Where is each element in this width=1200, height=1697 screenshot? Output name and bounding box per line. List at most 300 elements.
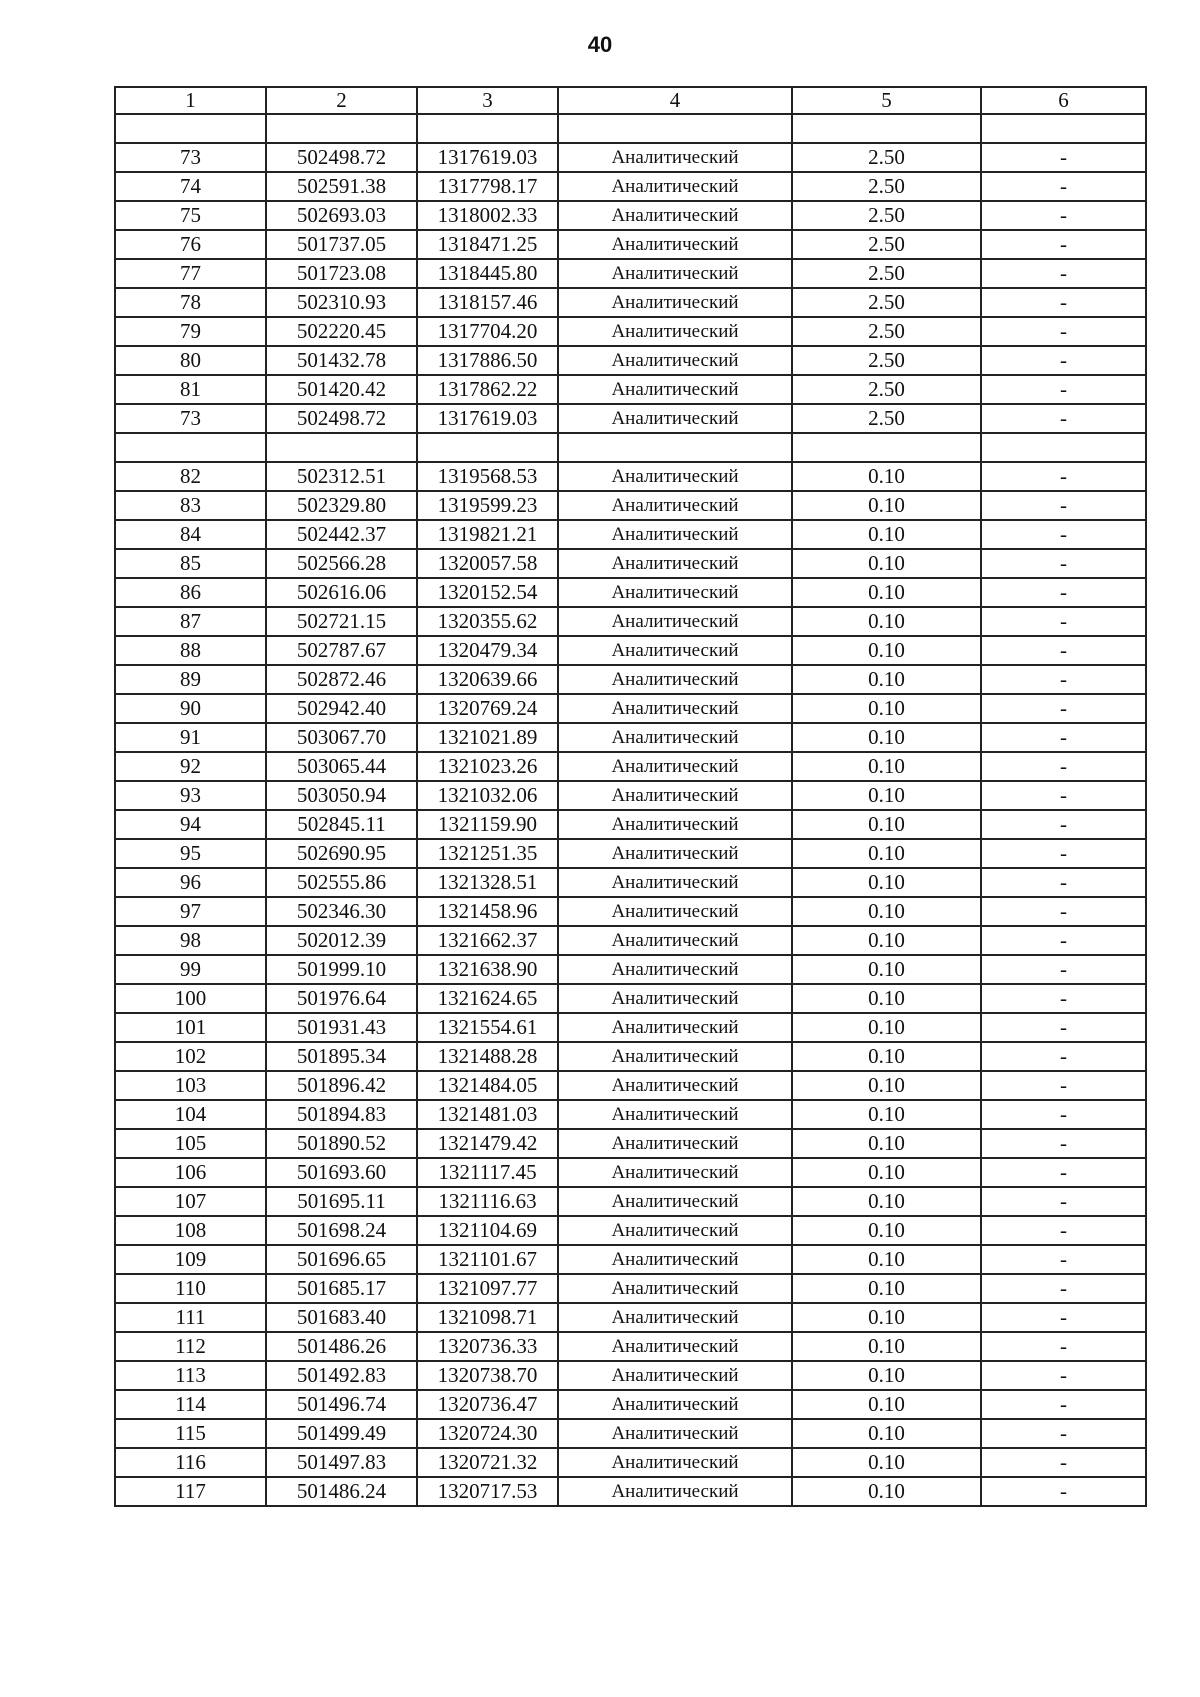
note-cell: -: [981, 230, 1146, 259]
table-row: [115, 955, 1146, 984]
table-row: [115, 491, 1146, 520]
method-cell: Аналитический: [558, 1100, 792, 1129]
table-row: [115, 230, 1146, 259]
coordinate-y-cell: 1321116.63: [417, 1187, 558, 1216]
accuracy-cell: 0.10: [792, 1042, 981, 1071]
method-cell: Аналитический: [558, 1448, 792, 1477]
point-number-cell: 101: [115, 1013, 266, 1042]
point-number-cell: 86: [115, 578, 266, 607]
coordinate-x-cell: 501499.49: [266, 1419, 417, 1448]
method-cell: Аналитический: [558, 1361, 792, 1390]
column-header: 3: [417, 87, 558, 114]
accuracy-cell: 0.10: [792, 1100, 981, 1129]
empty-cell: [266, 433, 417, 462]
accuracy-cell: 2.50: [792, 172, 981, 201]
table-row: [115, 375, 1146, 404]
coordinate-y-cell: 1320724.30: [417, 1419, 558, 1448]
point-number-cell: 83: [115, 491, 266, 520]
accuracy-cell: 0.10: [792, 1477, 981, 1506]
coordinate-y-cell: 1319599.23: [417, 491, 558, 520]
point-number-cell: 73: [115, 404, 266, 433]
table-row: [115, 839, 1146, 868]
note-cell: -: [981, 665, 1146, 694]
point-number-cell: 114: [115, 1390, 266, 1419]
method-cell: Аналитический: [558, 1013, 792, 1042]
coordinate-x-cell: 501486.26: [266, 1332, 417, 1361]
note-cell: -: [981, 462, 1146, 491]
point-number-cell: 105: [115, 1129, 266, 1158]
note-cell: -: [981, 317, 1146, 346]
point-number-cell: 93: [115, 781, 266, 810]
table-row: [115, 868, 1146, 897]
note-cell: -: [981, 346, 1146, 375]
point-number-cell: 94: [115, 810, 266, 839]
coordinate-x-cell: 502690.95: [266, 839, 417, 868]
point-number-cell: 116: [115, 1448, 266, 1477]
table-row: [115, 1216, 1146, 1245]
table-row: [115, 520, 1146, 549]
coordinate-x-cell: 502872.46: [266, 665, 417, 694]
empty-cell: [981, 433, 1146, 462]
accuracy-cell: 0.10: [792, 1303, 981, 1332]
coordinate-y-cell: 1321488.28: [417, 1042, 558, 1071]
coordinate-y-cell: 1321554.61: [417, 1013, 558, 1042]
note-cell: -: [981, 143, 1146, 172]
method-cell: Аналитический: [558, 1477, 792, 1506]
coordinate-y-cell: 1320736.47: [417, 1390, 558, 1419]
page-number: 40: [587, 32, 613, 57]
table-row: [115, 897, 1146, 926]
coordinate-x-cell: 502693.03: [266, 201, 417, 230]
table-row: [115, 1390, 1146, 1419]
coordinate-y-cell: 1320479.34: [417, 636, 558, 665]
note-cell: -: [981, 520, 1146, 549]
coordinate-y-cell: 1320721.32: [417, 1448, 558, 1477]
coordinate-y-cell: 1321251.35: [417, 839, 558, 868]
table-row: [115, 1274, 1146, 1303]
point-number-cell: 108: [115, 1216, 266, 1245]
coordinate-y-cell: 1319821.21: [417, 520, 558, 549]
coordinate-y-cell: 1320738.70: [417, 1361, 558, 1390]
accuracy-cell: 0.10: [792, 1013, 981, 1042]
method-cell: Аналитический: [558, 955, 792, 984]
accuracy-cell: 0.10: [792, 1158, 981, 1187]
table-row: [115, 1187, 1146, 1216]
point-number-cell: 88: [115, 636, 266, 665]
note-cell: -: [981, 1477, 1146, 1506]
point-number-cell: 96: [115, 868, 266, 897]
coordinate-x-cell: 502498.72: [266, 143, 417, 172]
coordinate-x-cell: 502012.39: [266, 926, 417, 955]
method-cell: Аналитический: [558, 665, 792, 694]
coordinate-x-cell: 502942.40: [266, 694, 417, 723]
method-cell: Аналитический: [558, 1303, 792, 1332]
method-cell: Аналитический: [558, 1042, 792, 1071]
coordinate-y-cell: 1317619.03: [417, 143, 558, 172]
coordinate-x-cell: 501695.11: [266, 1187, 417, 1216]
note-cell: -: [981, 1158, 1146, 1187]
point-number-cell: 77: [115, 259, 266, 288]
empty-cell: [792, 433, 981, 462]
point-number-cell: 109: [115, 1245, 266, 1274]
point-number-cell: 84: [115, 520, 266, 549]
accuracy-cell: 2.50: [792, 288, 981, 317]
note-cell: -: [981, 1274, 1146, 1303]
table-row: [115, 1332, 1146, 1361]
note-cell: -: [981, 201, 1146, 230]
note-cell: -: [981, 955, 1146, 984]
table-row: [115, 781, 1146, 810]
table-row: [115, 1448, 1146, 1477]
point-number-cell: 81: [115, 375, 266, 404]
accuracy-cell: 2.50: [792, 346, 981, 375]
method-cell: Аналитический: [558, 1216, 792, 1245]
method-cell: Аналитический: [558, 520, 792, 549]
accuracy-cell: 2.50: [792, 230, 981, 259]
point-number-cell: 97: [115, 897, 266, 926]
column-header: 6: [981, 87, 1146, 114]
table-row: [115, 636, 1146, 665]
table-row: [115, 607, 1146, 636]
point-number-cell: 117: [115, 1477, 266, 1506]
note-cell: -: [981, 694, 1146, 723]
note-cell: -: [981, 1187, 1146, 1216]
coordinate-x-cell: 501890.52: [266, 1129, 417, 1158]
table-row: [115, 317, 1146, 346]
method-cell: Аналитический: [558, 897, 792, 926]
point-number-cell: 85: [115, 549, 266, 578]
table-row: [115, 201, 1146, 230]
method-cell: Аналитический: [558, 462, 792, 491]
note-cell: -: [981, 375, 1146, 404]
point-number-cell: 90: [115, 694, 266, 723]
table-row: [115, 810, 1146, 839]
note-cell: -: [981, 1448, 1146, 1477]
method-cell: Аналитический: [558, 1419, 792, 1448]
method-cell: Аналитический: [558, 810, 792, 839]
method-cell: Аналитический: [558, 781, 792, 810]
coordinate-y-cell: 1321021.89: [417, 723, 558, 752]
method-cell: Аналитический: [558, 230, 792, 259]
method-cell: Аналитический: [558, 607, 792, 636]
coordinate-x-cell: 501698.24: [266, 1216, 417, 1245]
coordinate-y-cell: 1321032.06: [417, 781, 558, 810]
coordinate-y-cell: 1318471.25: [417, 230, 558, 259]
note-cell: -: [981, 926, 1146, 955]
coordinate-y-cell: 1320769.24: [417, 694, 558, 723]
coordinate-x-cell: 501693.60: [266, 1158, 417, 1187]
note-cell: -: [981, 1361, 1146, 1390]
accuracy-cell: 0.10: [792, 1245, 981, 1274]
point-number-cell: 73: [115, 143, 266, 172]
method-cell: Аналитический: [558, 346, 792, 375]
empty-cell: [417, 114, 558, 143]
accuracy-cell: 0.10: [792, 1419, 981, 1448]
point-number-cell: 110: [115, 1274, 266, 1303]
coordinate-x-cell: 501696.65: [266, 1245, 417, 1274]
accuracy-cell: 0.10: [792, 1216, 981, 1245]
note-cell: -: [981, 1013, 1146, 1042]
note-cell: -: [981, 1071, 1146, 1100]
coordinate-x-cell: 502616.06: [266, 578, 417, 607]
table-row: [115, 694, 1146, 723]
coordinate-x-cell: 501685.17: [266, 1274, 417, 1303]
coordinate-y-cell: 1321481.03: [417, 1100, 558, 1129]
method-cell: Аналитический: [558, 636, 792, 665]
coordinate-x-cell: 501420.42: [266, 375, 417, 404]
note-cell: -: [981, 752, 1146, 781]
method-cell: Аналитический: [558, 1332, 792, 1361]
empty-cell: [417, 433, 558, 462]
note-cell: -: [981, 1042, 1146, 1071]
coordinate-x-cell: 502591.38: [266, 172, 417, 201]
accuracy-cell: 0.10: [792, 1071, 981, 1100]
coordinate-x-cell: 501999.10: [266, 955, 417, 984]
coordinate-x-cell: 501894.83: [266, 1100, 417, 1129]
point-number-cell: 106: [115, 1158, 266, 1187]
table-row: [115, 926, 1146, 955]
point-number-cell: 87: [115, 607, 266, 636]
coordinate-y-cell: 1319568.53: [417, 462, 558, 491]
coordinate-y-cell: 1321484.05: [417, 1071, 558, 1100]
coordinate-x-cell: 502312.51: [266, 462, 417, 491]
coordinate-y-cell: 1321624.65: [417, 984, 558, 1013]
note-cell: -: [981, 868, 1146, 897]
point-number-cell: 102: [115, 1042, 266, 1071]
coordinate-y-cell: 1321101.67: [417, 1245, 558, 1274]
table-row: [115, 752, 1146, 781]
coordinate-x-cell: 502442.37: [266, 520, 417, 549]
table-row: [115, 1303, 1146, 1332]
coordinate-y-cell: 1318157.46: [417, 288, 558, 317]
table-row: [115, 404, 1146, 433]
coordinate-y-cell: 1318002.33: [417, 201, 558, 230]
method-cell: Аналитический: [558, 578, 792, 607]
coordinate-x-cell: 502721.15: [266, 607, 417, 636]
coordinate-y-cell: 1321159.90: [417, 810, 558, 839]
accuracy-cell: 0.10: [792, 462, 981, 491]
coordinate-x-cell: 501496.74: [266, 1390, 417, 1419]
table-row: [115, 1158, 1146, 1187]
coordinate-y-cell: 1320717.53: [417, 1477, 558, 1506]
accuracy-cell: 0.10: [792, 1361, 981, 1390]
method-cell: Аналитический: [558, 1129, 792, 1158]
note-cell: -: [981, 636, 1146, 665]
coordinate-x-cell: 501976.64: [266, 984, 417, 1013]
method-cell: Аналитический: [558, 694, 792, 723]
accuracy-cell: 0.10: [792, 1448, 981, 1477]
coordinate-y-cell: 1320057.58: [417, 549, 558, 578]
accuracy-cell: 0.10: [792, 810, 981, 839]
method-cell: Аналитический: [558, 1071, 792, 1100]
note-cell: -: [981, 1100, 1146, 1129]
note-cell: -: [981, 578, 1146, 607]
point-number-cell: 112: [115, 1332, 266, 1361]
method-cell: Аналитический: [558, 1187, 792, 1216]
method-cell: Аналитический: [558, 491, 792, 520]
accuracy-cell: 2.50: [792, 404, 981, 433]
accuracy-cell: 2.50: [792, 201, 981, 230]
coordinates-table: [114, 86, 1147, 1507]
point-number-cell: 95: [115, 839, 266, 868]
note-cell: -: [981, 172, 1146, 201]
accuracy-cell: 2.50: [792, 259, 981, 288]
coordinate-y-cell: 1317619.03: [417, 404, 558, 433]
method-cell: Аналитический: [558, 868, 792, 897]
accuracy-cell: 0.10: [792, 926, 981, 955]
note-cell: -: [981, 404, 1146, 433]
coordinate-y-cell: 1320355.62: [417, 607, 558, 636]
coordinate-x-cell: 501737.05: [266, 230, 417, 259]
note-cell: -: [981, 984, 1146, 1013]
coordinate-x-cell: 502346.30: [266, 897, 417, 926]
coordinate-y-cell: 1321097.77: [417, 1274, 558, 1303]
coordinate-y-cell: 1320639.66: [417, 665, 558, 694]
table-body: [115, 87, 1146, 1506]
coordinate-y-cell: 1320736.33: [417, 1332, 558, 1361]
point-number-cell: 89: [115, 665, 266, 694]
empty-cell: [981, 114, 1146, 143]
coordinate-y-cell: 1321117.45: [417, 1158, 558, 1187]
coordinate-y-cell: 1321104.69: [417, 1216, 558, 1245]
table-row: [115, 346, 1146, 375]
column-header: 1: [115, 87, 266, 114]
method-cell: Аналитический: [558, 839, 792, 868]
table-row: [115, 143, 1146, 172]
coordinate-y-cell: 1321023.26: [417, 752, 558, 781]
coordinate-x-cell: 502310.93: [266, 288, 417, 317]
method-cell: Аналитический: [558, 259, 792, 288]
coordinate-x-cell: 503067.70: [266, 723, 417, 752]
column-header: 2: [266, 87, 417, 114]
method-cell: Аналитический: [558, 375, 792, 404]
accuracy-cell: 0.10: [792, 607, 981, 636]
point-number-cell: 76: [115, 230, 266, 259]
note-cell: -: [981, 549, 1146, 578]
table-row: [115, 578, 1146, 607]
coordinate-y-cell: 1321479.42: [417, 1129, 558, 1158]
note-cell: -: [981, 897, 1146, 926]
coordinate-x-cell: 502329.80: [266, 491, 417, 520]
method-cell: Аналитический: [558, 549, 792, 578]
coordinate-x-cell: 501492.83: [266, 1361, 417, 1390]
blank-row: [115, 433, 1146, 462]
note-cell: -: [981, 491, 1146, 520]
column-header: 5: [792, 87, 981, 114]
empty-cell: [558, 114, 792, 143]
coordinate-x-cell: 501723.08: [266, 259, 417, 288]
column-header-row: [115, 87, 1146, 114]
table-row: [115, 1100, 1146, 1129]
empty-cell: [115, 114, 266, 143]
method-cell: Аналитический: [558, 201, 792, 230]
coordinate-y-cell: 1321328.51: [417, 868, 558, 897]
accuracy-cell: 0.10: [792, 636, 981, 665]
note-cell: -: [981, 1216, 1146, 1245]
table-row: [115, 723, 1146, 752]
empty-cell: [558, 433, 792, 462]
method-cell: Аналитический: [558, 984, 792, 1013]
coordinate-y-cell: 1321098.71: [417, 1303, 558, 1332]
table-row: [115, 1013, 1146, 1042]
coordinate-x-cell: 502555.86: [266, 868, 417, 897]
coordinate-x-cell: 502498.72: [266, 404, 417, 433]
table-row: [115, 1245, 1146, 1274]
table-row: [115, 984, 1146, 1013]
coordinate-x-cell: 503050.94: [266, 781, 417, 810]
note-cell: -: [981, 1419, 1146, 1448]
coordinate-x-cell: 502845.11: [266, 810, 417, 839]
coordinate-x-cell: 501896.42: [266, 1071, 417, 1100]
note-cell: -: [981, 1390, 1146, 1419]
coordinate-x-cell: 501432.78: [266, 346, 417, 375]
coordinate-y-cell: 1317886.50: [417, 346, 558, 375]
method-cell: Аналитический: [558, 172, 792, 201]
accuracy-cell: 0.10: [792, 549, 981, 578]
note-cell: -: [981, 259, 1146, 288]
accuracy-cell: 0.10: [792, 752, 981, 781]
table-row: [115, 665, 1146, 694]
note-cell: -: [981, 839, 1146, 868]
coordinate-y-cell: 1320152.54: [417, 578, 558, 607]
note-cell: -: [981, 607, 1146, 636]
method-cell: Аналитический: [558, 317, 792, 346]
point-number-cell: 100: [115, 984, 266, 1013]
point-number-cell: 74: [115, 172, 266, 201]
accuracy-cell: 0.10: [792, 520, 981, 549]
point-number-cell: 82: [115, 462, 266, 491]
coordinate-x-cell: 502220.45: [266, 317, 417, 346]
table-row: [115, 462, 1146, 491]
accuracy-cell: 0.10: [792, 781, 981, 810]
coordinate-y-cell: 1317798.17: [417, 172, 558, 201]
accuracy-cell: 2.50: [792, 317, 981, 346]
table-row: [115, 1361, 1146, 1390]
accuracy-cell: 2.50: [792, 143, 981, 172]
accuracy-cell: 0.10: [792, 868, 981, 897]
table-row: [115, 259, 1146, 288]
empty-cell: [792, 114, 981, 143]
coordinate-y-cell: 1317862.22: [417, 375, 558, 404]
point-number-cell: 92: [115, 752, 266, 781]
coordinate-y-cell: 1321458.96: [417, 897, 558, 926]
note-cell: -: [981, 781, 1146, 810]
note-cell: -: [981, 810, 1146, 839]
coordinate-x-cell: 502787.67: [266, 636, 417, 665]
coordinate-y-cell: 1318445.80: [417, 259, 558, 288]
point-number-cell: 113: [115, 1361, 266, 1390]
point-number-cell: 78: [115, 288, 266, 317]
coordinate-x-cell: 501486.24: [266, 1477, 417, 1506]
accuracy-cell: 0.10: [792, 839, 981, 868]
table-row: [115, 288, 1146, 317]
accuracy-cell: 0.10: [792, 1187, 981, 1216]
note-cell: -: [981, 288, 1146, 317]
coordinate-x-cell: 501931.43: [266, 1013, 417, 1042]
point-number-cell: 111: [115, 1303, 266, 1332]
accuracy-cell: 2.50: [792, 375, 981, 404]
coordinate-y-cell: 1321662.37: [417, 926, 558, 955]
method-cell: Аналитический: [558, 404, 792, 433]
note-cell: -: [981, 1245, 1146, 1274]
accuracy-cell: 0.10: [792, 1390, 981, 1419]
table-row: [115, 1419, 1146, 1448]
method-cell: Аналитический: [558, 288, 792, 317]
accuracy-cell: 0.10: [792, 1274, 981, 1303]
accuracy-cell: 0.10: [792, 1129, 981, 1158]
accuracy-cell: 0.10: [792, 723, 981, 752]
accuracy-cell: 0.10: [792, 694, 981, 723]
